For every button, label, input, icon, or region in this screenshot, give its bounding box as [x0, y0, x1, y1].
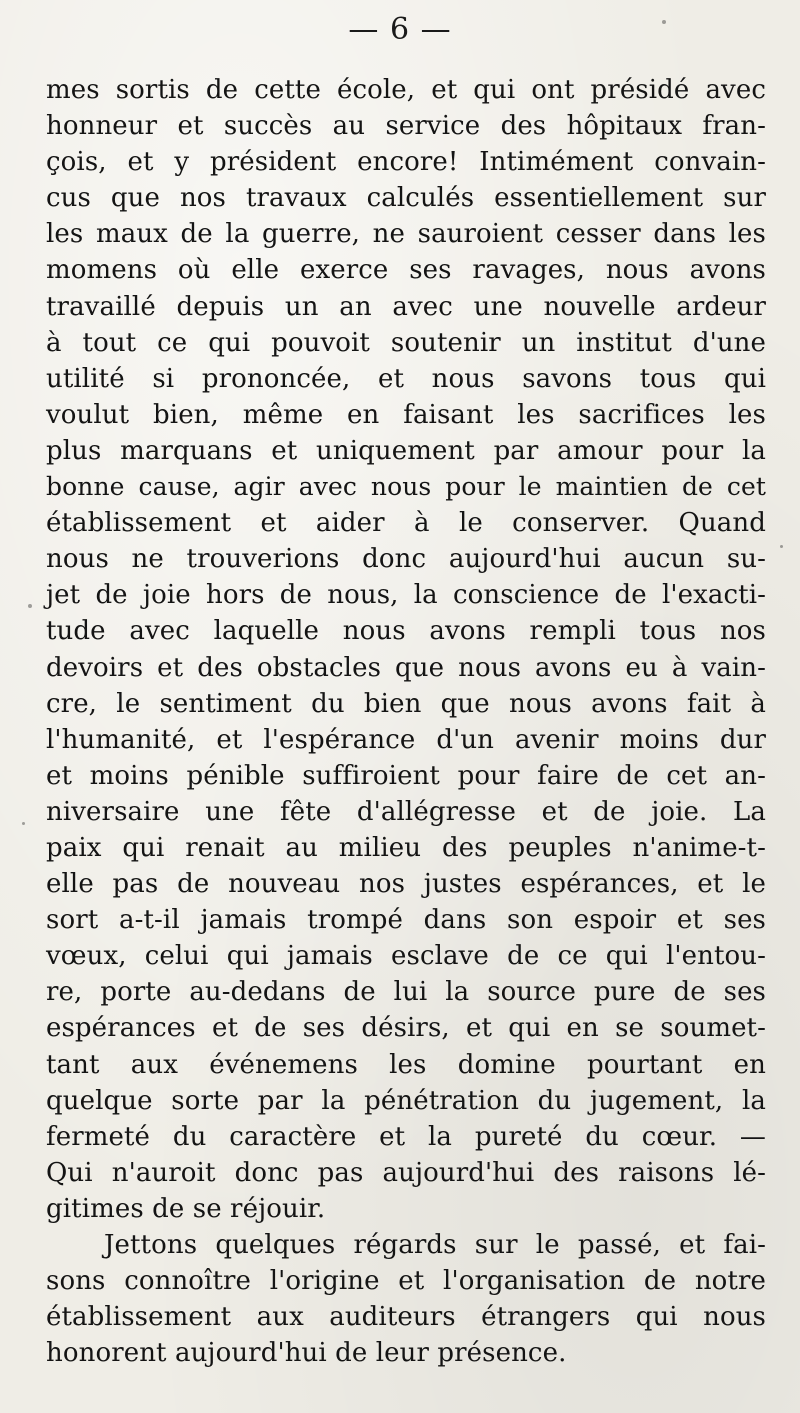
text-line: plus marquans et uniquement par amour pour la [46, 435, 766, 466]
text-line: gitimes de se réjouir. [46, 1193, 326, 1224]
text-line: nous ne trouverions donc aujourd'hui aucun su- [46, 544, 766, 575]
body-text [46, 72, 766, 1371]
paper-speck [28, 604, 32, 608]
text-line: paix qui renait au milieu des peuples n'anime-t- [46, 832, 766, 863]
text-line: elle pas de nouveau nos justes espérances, et le [46, 869, 766, 900]
paper-speck [662, 20, 666, 24]
text-line: travaillé depuis un an avec une nouvelle ardeur [46, 291, 766, 322]
text-line: re, porte au-dedans de lui la source pure de ses [46, 977, 766, 1008]
text-line: momens où elle exerce ses ravages, nous avons [46, 255, 766, 286]
text-line: l'humanité, et l'espérance d'un avenir moins dur [46, 724, 766, 755]
paper-speck [22, 822, 25, 825]
text-line: cre, le sentiment du bien que nous avons fait à [46, 688, 766, 719]
text-line: sort a-t-il jamais trompé dans son espoir et ses [46, 905, 766, 936]
paper-speck [780, 545, 783, 548]
text-line: bonne cause, agir avec nous pour le maintien de cet [46, 472, 766, 502]
text-line: cus que nos travaux calculés essentiellement sur [46, 183, 766, 214]
text-line: devoirs et des obstacles que nous avons eu à vain- [46, 652, 766, 683]
text-line: jet de joie hors de nous, la conscience de l'exacti- [46, 580, 766, 611]
text-line: vœux, celui qui jamais esclave de ce qui l'entou- [46, 941, 766, 972]
text-line: Qui n'auroit donc pas aujourd'hui des raisons lé- [46, 1157, 766, 1188]
text-line: et moins pénible suffiroient pour faire de cet an- [46, 760, 766, 791]
text-line: honneur et succès au service des hôpitaux fran- [46, 111, 766, 142]
text-line: fermeté du caractère et la pureté du cœur. — [46, 1121, 766, 1152]
text-line: utilité si prononcée, et nous savons tous qui [46, 363, 766, 394]
text-line: mes sortis de cette école, et qui ont présidé avec [46, 75, 766, 105]
text-line: établissement aux auditeurs étrangers qui nous [46, 1302, 766, 1333]
text-line: Jettons quelques régards sur le passé, et fai- [104, 1230, 766, 1260]
text-line: çois, et y président encore! Intimément convain- [46, 147, 766, 178]
text-line: quelque sorte par la pénétration du jugement, la [46, 1085, 766, 1116]
text-line: sons connoître l'origine et l'organisation de notre [46, 1266, 766, 1297]
text-line: les maux de la guerre, ne sauroient cesser dans les [46, 219, 766, 250]
text-line: tude avec laquelle nous avons rempli tous nos [46, 616, 766, 647]
text-line: niversaire une fête d'allégresse et de joie. La [46, 796, 766, 827]
text-line: à tout ce qui pouvoit soutenir un institut d'une [46, 327, 766, 358]
page-number: — 6 — [348, 12, 452, 47]
text-line: tant aux événemens les domine pourtant en [46, 1049, 766, 1080]
text-line: établissement et aider à le conserver. Quand [46, 508, 766, 539]
text-line: espérances et de ses désirs, et qui en se soumet- [46, 1013, 766, 1044]
text-line: honorent aujourd'hui de leur présence. [46, 1338, 567, 1369]
text-line: voulut bien, même en faisant les sacrifices les [46, 399, 766, 430]
